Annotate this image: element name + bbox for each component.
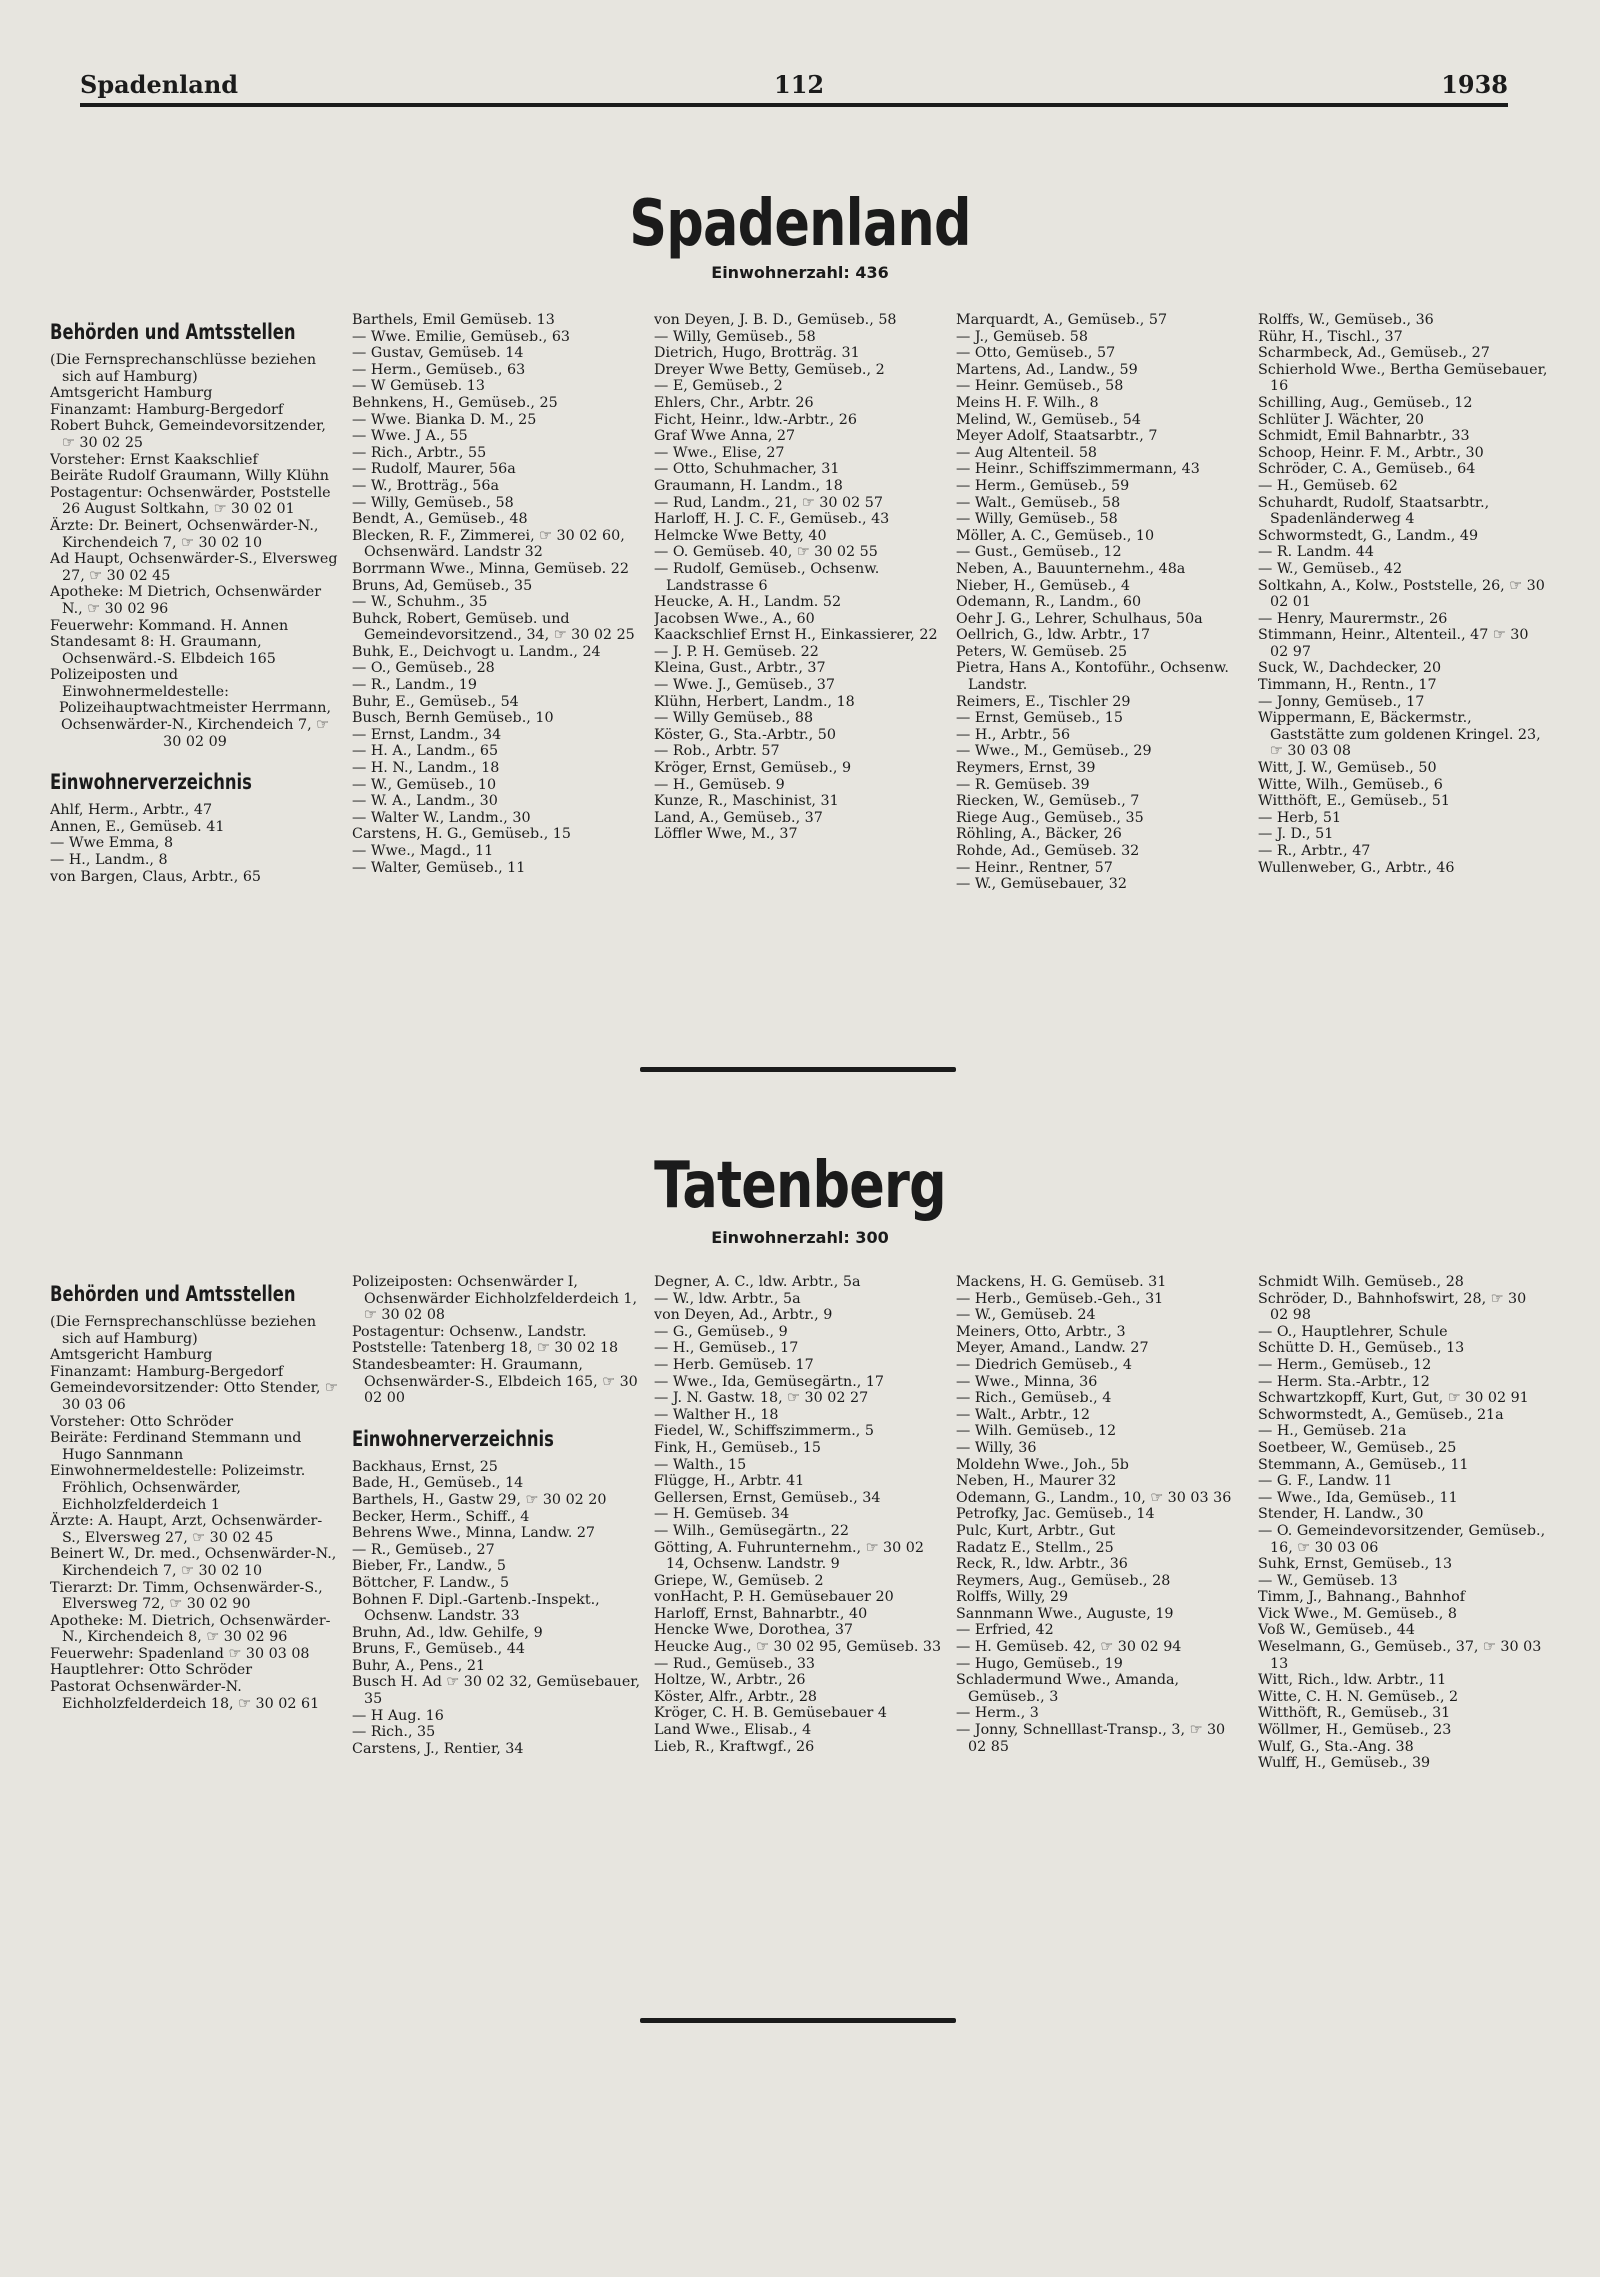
directory-entry: Wullenweber, G., Arbtr., 46 xyxy=(1258,859,1455,876)
directory-entry: Apotheke: M. Dietrich, Ochsenwärder-N., Kirchendeich 8, ☞ 30 02 96 xyxy=(50,1612,331,1646)
directory-entry: — O. Gemüseb. 40, ☞ 30 02 55 xyxy=(654,544,878,561)
directory-entry: Einwohnermeldestelle: Polizeimstr. Fröhlich, Ochsenwärder, Eichholzfelderdeich 1 xyxy=(50,1463,306,1513)
directory-entry: Stemmann, A., Gemüseb., 11 xyxy=(1258,1456,1469,1473)
directory-entry: Stender, H. Landw., 30 xyxy=(1258,1506,1424,1523)
directory-entry: — Rud, Landm., 21, ☞ 30 02 57 xyxy=(654,494,883,511)
directory-entry: Götting, A. Fuhrunternehm., ☞ 30 02 14, Ochsenw. Landstr. 9 xyxy=(654,1539,924,1573)
tatenberg-columns xyxy=(50,1274,1550,1974)
directory-entry: — H. A., Landm., 65 xyxy=(352,743,499,760)
directory-entry: — Walther H., 18 xyxy=(654,1406,779,1423)
directory-entry: Amtsgericht Hamburg xyxy=(50,385,213,402)
directory-entry: Borrmann Wwe., Minna, Gemüseb. 22 xyxy=(352,560,629,577)
directory-entry: Land Wwe., Elisab., 4 xyxy=(654,1722,812,1739)
population-spadenland: Einwohnerzahl: 436 xyxy=(711,263,889,282)
directory-entry: Klühn, Herbert, Landm., 18 xyxy=(654,693,855,710)
directory-entry: Standesamt 8: H. Graumann, Ochsenwärd.-S. Elbdeich 165 xyxy=(50,634,276,667)
directory-entry: — W., Brotträg., 56a xyxy=(352,477,499,494)
directory-entry: Beinert W., Dr. med., Ochsenwärder-N., Kirchendeich 7, ☞ 30 02 10 xyxy=(50,1546,337,1579)
subsection-heading: Behörden und Amtsstellen xyxy=(50,320,296,344)
directory-entry: Schuhardt, Rudolf, Staatsarbtr., Spadenländerweg 4 xyxy=(1258,494,1490,528)
directory-entry: Annen, E., Gemüseb. 41 xyxy=(50,818,225,835)
directory-entry: Schilling, Aug., Gemüseb., 12 xyxy=(1258,394,1473,411)
directory-entry: Holtze, W., Arbtr., 26 xyxy=(654,1672,806,1689)
section-divider xyxy=(640,1067,956,1072)
directory-column xyxy=(1258,312,1548,876)
directory-entry: Buhk, E., Deichvogt u. Landm., 24 xyxy=(352,643,601,660)
directory-entry: Beiräte: Ferdinand Stemmann und Hugo Sannmann xyxy=(50,1430,302,1463)
directory-entry: Schröder, D., Bahnhofswirt, 28, ☞ 30 02 98 xyxy=(1258,1290,1527,1324)
directory-entry: Hauptlehrer: Otto Schröder xyxy=(50,1662,253,1679)
directory-entry: — W., Gemüseb., 42 xyxy=(1258,560,1403,577)
directory-entry: — G., Gemüseb., 9 xyxy=(654,1323,788,1340)
directory-entry: Neben, H., Maurer 32 xyxy=(956,1473,1117,1490)
directory-entry: — W., Gemüseb. 13 xyxy=(1258,1572,1398,1589)
directory-entry: — Wwe. J A., 55 xyxy=(352,428,468,445)
directory-entry: — Heinr., Rentner, 57 xyxy=(956,859,1113,876)
directory-entry: Bohnen F. Dipl.-Gartenb.-Inspekt., Ochsenw. Landstr. 33 xyxy=(352,1591,600,1625)
directory-entry: Scharmbeck, Ad., Gemüseb., 27 xyxy=(1258,345,1490,362)
directory-entry: Soetbeer, W., Gemüseb., 25 xyxy=(1258,1439,1457,1456)
directory-entry: Feuerwehr: Spadenland ☞ 30 03 08 xyxy=(50,1645,310,1662)
directory-entry: — R., Landm., 19 xyxy=(352,677,478,694)
directory-entry: Bruns, Ad, Gemüseb., 35 xyxy=(352,577,533,594)
directory-entry: Soltkahn, A., Kolw., Poststelle, 26, ☞ 30 02 01 xyxy=(1258,577,1545,611)
directory-entry: Kunze, R., Maschinist, 31 xyxy=(654,793,839,810)
directory-entry: Dietrich, Hugo, Brotträg. 31 xyxy=(654,345,860,362)
directory-entry: von Deyen, J. B. D., Gemüseb., 58 xyxy=(654,312,897,328)
directory-column xyxy=(956,1274,1246,1755)
directory-entry: — Willy, Gemüseb., 58 xyxy=(654,328,816,345)
directory-entry: — W., Gemüsebauer, 32 xyxy=(956,876,1128,893)
section-title-spadenland: Spadenland xyxy=(629,187,971,261)
directory-entry: Jacobsen Wwe., A., 60 xyxy=(654,610,815,627)
directory-entry: Wippermann, E, Bäckermstr., Gaststätte zum goldenen Kringel. 23, ☞ 30 03 08 xyxy=(1258,710,1541,760)
directory-entry: Suhk, Ernst, Gemüseb., 13 xyxy=(1258,1556,1453,1573)
directory-entry: — Wwe. J., Gemüseb., 37 xyxy=(654,677,836,694)
directory-entry: — Hugo, Gemüseb., 19 xyxy=(956,1655,1123,1672)
directory-entry: Melind, W., Gemüseb., 54 xyxy=(956,411,1141,428)
directory-entry: — Aug Altenteil. 58 xyxy=(956,444,1098,461)
directory-entry: Fink, H., Gemüseb., 15 xyxy=(654,1439,821,1456)
directory-entry: — Herm. Sta.-Arbtr., 12 xyxy=(1258,1373,1430,1390)
directory-entry: — E, Gemüseb., 2 xyxy=(654,378,783,395)
directory-entry: Becker, Herm., Schiff., 4 xyxy=(352,1508,530,1525)
directory-entry: Bruns, F., Gemüseb., 44 xyxy=(352,1641,525,1658)
directory-entry: (Die Fernsprechanschlüsse beziehen sich auf Hamburg) xyxy=(50,1314,317,1347)
directory-entry: — Heinr. Gemüseb., 58 xyxy=(956,378,1124,395)
directory-entry: Reimers, E., Tischler 29 xyxy=(956,693,1131,710)
directory-entry: Nieber, H., Gemüseb., 4 xyxy=(956,577,1130,594)
directory-entry: — H., Gemüseb. 9 xyxy=(654,776,785,793)
directory-entry: Pietra, Hans A., Kontoführ., Ochsenw. Landstr. xyxy=(956,660,1229,694)
page-number: 112 xyxy=(774,70,825,99)
directory-entry: Gemeindevorsitzender: Otto Stender, ☞ 30 03 06 xyxy=(50,1380,338,1413)
directory-entry: Petrofky, Jac. Gemüseb., 14 xyxy=(956,1506,1155,1523)
directory-entry: Moldehn Wwe., Joh., 5b xyxy=(956,1456,1129,1473)
directory-entry: — Wwe. Emilie, Gemüseb., 63 xyxy=(352,328,571,345)
subsection-heading: Einwohnerverzeichnis xyxy=(352,1426,554,1451)
directory-entry: Postagentur: Ochsenwärder, Poststelle 26 August Soltkahn, ☞ 30 02 01 xyxy=(50,484,331,518)
directory-entry: Finanzamt: Hamburg-Bergedorf xyxy=(50,1363,284,1380)
subsection-heading: Behörden und Amtsstellen xyxy=(50,1282,296,1306)
directory-column xyxy=(654,1274,944,1755)
directory-entry: Bruhn, Ad., ldw. Gehilfe, 9 xyxy=(352,1624,543,1641)
directory-entry: — Ernst, Landm., 34 xyxy=(352,726,502,743)
directory-entry: — Walth., 15 xyxy=(654,1456,747,1473)
directory-entry: Schlüter J. Wächter, 20 xyxy=(1258,411,1425,428)
directory-entry: Timmann, H., Rentn., 17 xyxy=(1258,677,1437,694)
directory-entry: Schierhold Wwe., Bertha Gemüsebauer, 16 xyxy=(1258,361,1548,395)
directory-entry: — Rob., Arbtr. 57 xyxy=(654,743,780,760)
directory-entry: Hencke Wwe, Dorothea, 37 xyxy=(654,1622,854,1639)
directory-entry: (Die Fernsprechanschlüsse beziehen sich auf Hamburg) xyxy=(50,352,317,385)
directory-entry: — Wwe., Ida, Gemüseb., 11 xyxy=(1258,1489,1458,1506)
population-tatenberg: Einwohnerzahl: 300 xyxy=(711,1228,889,1247)
directory-entry: Harloff, Ernst, Bahnarbtr., 40 xyxy=(654,1605,868,1622)
directory-entry: — Walt., Arbtr., 12 xyxy=(956,1406,1090,1423)
directory-entry: — Walter W., Landm., 30 xyxy=(352,809,531,826)
directory-entry: — R. Gemüseb. 39 xyxy=(956,776,1090,793)
directory-entry: Stimmann, Heinr., Altenteil., 47 ☞ 30 02 97 xyxy=(1258,627,1529,660)
directory-entry: — Willy, Gemüseb., 58 xyxy=(956,511,1118,528)
directory-entry: Sannmann Wwe., Auguste, 19 xyxy=(956,1605,1174,1622)
directory-entry: — Herm., Gemüseb., 12 xyxy=(1258,1356,1432,1373)
directory-entry: Reck, R., ldw. Arbtr., 36 xyxy=(956,1556,1128,1573)
directory-entry: — Rich., 35 xyxy=(352,1724,436,1741)
directory-entry: — Herb. Gemüseb. 17 xyxy=(654,1356,814,1373)
directory-entry: Riege Aug., Gemüseb., 35 xyxy=(956,809,1144,826)
directory-entry: Graumann, H. Landm., 18 xyxy=(654,477,843,494)
directory-entry: Pulc, Kurt, Arbtr., Gut xyxy=(956,1522,1116,1539)
section-title-tatenberg: Tatenberg xyxy=(654,1149,946,1223)
directory-entry: — Rich., Arbtr., 55 xyxy=(352,444,487,461)
directory-entry: — Wwe., Magd., 11 xyxy=(352,843,494,859)
directory-column xyxy=(352,1274,642,1757)
directory-entry: Reymers, Aug., Gemüseb., 28 xyxy=(956,1572,1171,1589)
directory-entry: Graf Wwe Anna, 27 xyxy=(654,428,796,445)
directory-entry: Poststelle: Tatenberg 18, ☞ 30 02 18 xyxy=(352,1340,619,1357)
directory-entry: Suck, W., Dachdecker, 20 xyxy=(1258,660,1442,677)
directory-entry: Witt, Rich., ldw. Arbtr., 11 xyxy=(1258,1672,1447,1689)
directory-entry: Rohde, Ad., Gemüseb. 32 xyxy=(956,843,1140,859)
directory-entry: Pastorat Ochsenwärder-N. Eichholzfelderdeich 18, ☞ 30 02 61 xyxy=(50,1679,320,1712)
directory-entry: Barthels, H., Gastw 29, ☞ 30 02 20 xyxy=(352,1491,607,1508)
directory-entry: Marquardt, A., Gemüseb., 57 xyxy=(956,312,1168,328)
directory-entry: Schütte D. H., Gemüseb., 13 xyxy=(1258,1340,1465,1357)
directory-entry: Bieber, Fr., Landw., 5 xyxy=(352,1558,506,1575)
directory-entry: Buhck, Robert, Gemüseb. und Gemeindevorsitzend., 34, ☞ 30 02 25 xyxy=(352,610,635,644)
directory-entry: Schwartzkopff, Kurt, Gut, ☞ 30 02 91 xyxy=(1258,1390,1529,1407)
directory-entry: Witthöft, R., Gemüseb., 31 xyxy=(1258,1705,1451,1722)
directory-entry: — O. Gemeindevorsitzender, Gemüseb., 16, ☞ 30 03 06 xyxy=(1258,1522,1546,1556)
directory-entry: — O., Gemüseb., 28 xyxy=(352,660,495,677)
directory-entry: Ad Haupt, Ochsenwärder-S., Elversweg 27, ☞ 30 02 45 xyxy=(50,551,338,584)
directory-entry: — H., Gemüseb. 21a xyxy=(1258,1423,1407,1440)
directory-entry: Bade, H., Gemüseb., 14 xyxy=(352,1475,524,1492)
directory-entry: Vorsteher: Otto Schröder xyxy=(50,1413,234,1430)
directory-entry: Apotheke: M Dietrich, Ochsenwärder N., ☞ 30 02 96 xyxy=(50,584,322,617)
directory-entry: Ärzte: Dr. Beinert, Ochsenwärder-N., Kirchendeich 7, ☞ 30 02 10 xyxy=(50,517,319,551)
directory-entry: Schoop, Heinr. F. M., Arbtr., 30 xyxy=(1258,444,1484,461)
directory-entry: Postagentur: Ochsenw., Landstr. xyxy=(352,1323,587,1340)
directory-entry: Behrens Wwe., Minna, Landw. 27 xyxy=(352,1525,596,1542)
directory-entry: Oellrich, G., ldw. Arbtr., 17 xyxy=(956,627,1151,644)
directory-entry: — Gustav, Gemüseb. 14 xyxy=(352,345,524,362)
directory-entry: — H Aug. 16 xyxy=(352,1707,444,1724)
directory-entry: — H., Gemüseb., 17 xyxy=(654,1340,799,1357)
directory-column xyxy=(654,312,944,843)
directory-entry: — H. Gemüseb. 42, ☞ 30 02 94 xyxy=(956,1639,1182,1656)
directory-entry: Witte, C. H. N. Gemüseb., 2 xyxy=(1258,1688,1459,1705)
directory-entry: Buhr, E., Gemüseb., 54 xyxy=(352,693,519,710)
directory-entry: Helmcke Wwe Betty, 40 xyxy=(654,527,827,544)
directory-entry: — J. D., 51 xyxy=(1258,826,1334,843)
directory-entry: Schmidt Wilh. Gemüseb., 28 xyxy=(1258,1274,1464,1290)
directory-entry: von Bargen, Claus, Arbtr., 65 xyxy=(50,868,262,885)
directory-entry: Heucke, A. H., Landm. 52 xyxy=(654,594,842,611)
directory-entry: — Heinr., Schiffszimmermann, 43 xyxy=(956,461,1200,478)
directory-entry: — J. N. Gastw. 18, ☞ 30 02 27 xyxy=(654,1390,869,1407)
directory-entry: — Wwe., Elise, 27 xyxy=(654,444,785,461)
directory-entry: — W., Gemüseb., 10 xyxy=(352,776,497,793)
directory-entry: Beiräte Rudolf Graumann, Willy Klühn xyxy=(50,468,330,485)
directory-entry: Meiners, Otto, Arbtr., 3 xyxy=(956,1323,1126,1340)
directory-entry: Schladermund Wwe., Amanda, Gemüseb., 3 xyxy=(956,1672,1180,1705)
directory-entry: Gellersen, Ernst, Gemüseb., 34 xyxy=(654,1489,881,1506)
directory-entry: Dreyer Wwe Betty, Gemüseb., 2 xyxy=(654,361,885,378)
directory-entry: — R., Gemüseb., 27 xyxy=(352,1541,495,1558)
directory-entry: Schröder, C. A., Gemüseb., 64 xyxy=(1258,461,1476,478)
directory-entry: — Herm., Gemüseb., 59 xyxy=(956,477,1130,494)
directory-entry: Kröger, Ernst, Gemüseb., 9 xyxy=(654,760,852,777)
directory-entry: Röhling, A., Bäcker, 26 xyxy=(956,826,1122,843)
directory-entry: Kleina, Gust., Arbtr., 37 xyxy=(654,660,826,677)
directory-entry: — Herm., Gemüseb., 63 xyxy=(352,361,526,378)
directory-entry: Barthels, Emil Gemüseb. 13 xyxy=(352,312,555,328)
directory-entry: Schwormstedt, G., Landm., 49 xyxy=(1258,527,1479,544)
directory-entry: Odemann, G., Landm., 10, ☞ 30 03 36 xyxy=(956,1489,1232,1506)
directory-entry: Voß W., Gemüseb., 44 xyxy=(1258,1622,1415,1639)
directory-entry: — Willy, Gemüseb., 58 xyxy=(352,494,514,511)
directory-entry: — Henry, Maurermstr., 26 xyxy=(1258,610,1448,627)
directory-entry: — H. N., Landm., 18 xyxy=(352,760,500,777)
directory-entry: — Rich., Gemüseb., 4 xyxy=(956,1390,1112,1407)
directory-entry: Behnkens, H., Gemüseb., 25 xyxy=(352,394,558,411)
directory-entry: — W Gemüseb. 13 xyxy=(352,378,485,395)
directory-entry: Rolffs, Willy, 29 xyxy=(956,1589,1069,1606)
end-divider xyxy=(640,2018,956,2023)
header-place: Spadenland xyxy=(80,70,239,99)
directory-entry: — H. Gemüseb. 34 xyxy=(654,1506,790,1523)
directory-entry: — R. Landm. 44 xyxy=(1258,544,1374,561)
directory-entry: vonHacht, P. H. Gemüsebauer 20 xyxy=(654,1589,894,1606)
directory-entry: Busch, Bernh Gemüseb., 10 xyxy=(352,710,554,727)
directory-entry: — Rudolf, Gemüseb., Ochsenw. Landstrasse 6 xyxy=(654,560,880,594)
directory-entry: Finanzamt: Hamburg-Bergedorf xyxy=(50,401,284,418)
directory-column xyxy=(352,312,642,876)
directory-entry: Harloff, H. J. C. F., Gemüseb., 43 xyxy=(654,511,890,528)
directory-entry: — Wwe. Bianka D. M., 25 xyxy=(352,411,537,428)
directory-entry: Weselmann, G., Gemüseb., 37, ☞ 30 03 13 xyxy=(1258,1639,1542,1672)
directory-entry: — Walter, Gemüseb., 11 xyxy=(352,859,526,876)
directory-entry: Bendt, A., Gemüseb., 48 xyxy=(352,511,528,528)
directory-entry: — Otto, Gemüseb., 57 xyxy=(956,345,1116,362)
directory-entry: Carstens, H. G., Gemüseb., 15 xyxy=(352,826,571,843)
directory-entry: Feuerwehr: Kommand. H. Annen xyxy=(50,617,289,634)
directory-column xyxy=(50,1274,340,1712)
directory-entry: Ficht, Heinr., ldw.-Arbtr., 26 xyxy=(654,411,857,428)
directory-entry: — Wwe Emma, 8 xyxy=(50,835,174,852)
directory-entry: — Herb., Gemüseb.-Geh., 31 xyxy=(956,1290,1164,1307)
directory-entry: Ärzte: A. Haupt, Arzt, Ochsenwärder-S., Elversweg 27, ☞ 30 02 45 xyxy=(50,1513,323,1546)
directory-entry: Meins H. F. Wilh., 8 xyxy=(956,394,1099,411)
directory-entry: Wöllmer, H., Gemüseb., 23 xyxy=(1258,1722,1452,1739)
directory-entry: — Wilh., Gemüsegärtn., 22 xyxy=(654,1522,850,1539)
directory-entry: Wulf, G., Sta.-Ang. 38 xyxy=(1258,1738,1414,1755)
directory-entry: Lieb, R., Kraftwgf., 26 xyxy=(654,1738,815,1755)
directory-entry: — Willy, 36 xyxy=(956,1439,1037,1456)
directory-entry: Reymers, Ernst, 39 xyxy=(956,760,1096,777)
directory-entry: Flügge, H., Arbtr. 41 xyxy=(654,1473,805,1490)
directory-entry: Neben, A., Bauunternehm., 48a xyxy=(956,560,1186,577)
directory-entry: Polizeiposten: Ochsenwärder I, Ochsenwärder Eichholzfelderdeich 1, ☞ 30 02 08 xyxy=(352,1274,638,1324)
directory-entry: Robert Buhck, Gemeindevorsitzender, ☞ 30 02 25 xyxy=(50,418,326,451)
directory-entry: Amtsgericht Hamburg xyxy=(50,1347,213,1364)
directory-entry: — Herm., 3 xyxy=(956,1705,1039,1722)
directory-entry: Böttcher, F. Landw., 5 xyxy=(352,1574,510,1591)
directory-entry: — Erfried, 42 xyxy=(956,1622,1054,1639)
directory-entry: Land, A., Gemüseb., 37 xyxy=(654,809,823,826)
directory-entry: Rühr, H., Tischl., 37 xyxy=(1258,328,1403,345)
directory-entry: Griepe, W., Gemüseb. 2 xyxy=(654,1572,824,1589)
directory-entry: Timm, J., Bahnang., Bahnhof xyxy=(1258,1589,1466,1606)
directory-entry: — Wwe., Minna, 36 xyxy=(956,1373,1098,1390)
directory-entry: — J. P. H. Gemüseb. 22 xyxy=(654,643,819,660)
directory-entry: von Deyen, Ad., Arbtr., 9 xyxy=(654,1307,833,1324)
directory-entry: Blecken, R. F., Zimmerei, ☞ 30 02 60, Ochsenwärd. Landstr 32 xyxy=(352,527,625,561)
directory-entry: Rolffs, W., Gemüseb., 36 xyxy=(1258,312,1434,328)
directory-entry: — Wwe., M., Gemüseb., 29 xyxy=(956,743,1152,760)
directory-entry: Köster, G., Sta.-Arbtr., 50 xyxy=(654,726,836,743)
directory-entry: Oehr J. G., Lehrer, Schulhaus, 50a xyxy=(956,610,1203,627)
directory-entry: — Jonny, Schnelllast-Transp., 3, ☞ 30 02 85 xyxy=(956,1722,1226,1755)
directory-entry: — Diedrich Gemüseb., 4 xyxy=(956,1356,1132,1373)
directory-entry: Fiedel, W., Schiffszimmerm., 5 xyxy=(654,1423,874,1440)
directory-entry: Kröger, C. H. B. Gemüsebauer 4 xyxy=(654,1705,888,1722)
directory-entry: Backhaus, Ernst, 25 xyxy=(352,1458,498,1475)
directory-entry: — W. A., Landm., 30 xyxy=(352,793,498,810)
directory-entry: — R., Arbtr., 47 xyxy=(1258,843,1371,859)
spadenland-columns xyxy=(50,312,1550,1012)
directory-entry: — Wilh. Gemüseb., 12 xyxy=(956,1423,1117,1440)
directory-entry: Martens, Ad., Landw., 59 xyxy=(956,361,1138,378)
directory-entry: Radatz E., Stellm., 25 xyxy=(956,1539,1114,1556)
directory-column xyxy=(956,312,1246,893)
directory-entry: Witte, Wilh., Gemüseb., 6 xyxy=(1258,776,1443,793)
directory-entry: Witthöft, E., Gemüseb., 51 xyxy=(1258,793,1450,810)
directory-entry: — Walt., Gemüseb., 58 xyxy=(956,494,1121,511)
directory-entry: Mackens, H. G. Gemüseb. 31 xyxy=(956,1274,1167,1290)
directory-entry: — Ernst, Gemüseb., 15 xyxy=(956,710,1123,727)
directory-entry: Polizeiposten und Einwohnermeldestelle: xyxy=(50,667,229,700)
directory-entry: Odemann, R., Landm., 60 xyxy=(956,594,1142,611)
directory-entry: Busch H. Ad ☞ 30 02 32, Gemüsebauer, 35 xyxy=(352,1674,641,1708)
directory-entry: Schwormstedt, A., Gemüseb., 21a xyxy=(1258,1406,1504,1423)
header-year: 1938 xyxy=(1441,70,1508,99)
directory-entry: Polizeihauptwachtmeister Herrmann, Ochsenwärder-N., Kirchendeich 7, ☞ 30 02 09 xyxy=(58,700,332,750)
directory-entry: Carstens, J., Rentier, 34 xyxy=(352,1740,524,1757)
directory-entry: Peters, W. Gemüseb. 25 xyxy=(956,643,1128,660)
directory-entry: Meyer Adolf, Staatsarbtr., 7 xyxy=(956,428,1158,445)
directory-entry: Wulff, H., Gemüseb., 39 xyxy=(1258,1755,1431,1772)
directory-column xyxy=(50,312,340,885)
directory-entry: — Rud., Gemüseb., 33 xyxy=(654,1655,816,1672)
directory-entry: Löffler Wwe, M., 37 xyxy=(654,826,798,843)
directory-entry: Standesbeamter: H. Graumann, Ochsenwärder-S., Elbdeich 165, ☞ 30 02 00 xyxy=(352,1356,638,1407)
directory-entry: — Gust., Gemüseb., 12 xyxy=(956,544,1122,561)
directory-entry: — Jonny, Gemüseb., 17 xyxy=(1258,693,1425,710)
directory-entry: Vorsteher: Ernst Kaakschlief xyxy=(50,451,258,468)
directory-entry: — G. F., Landw. 11 xyxy=(1258,1473,1393,1490)
directory-entry: — W., ldw. Arbtr., 5a xyxy=(654,1290,801,1307)
directory-entry: Schmidt, Emil Bahnarbtr., 33 xyxy=(1258,428,1470,445)
directory-entry: Buhr, A., Pens., 21 xyxy=(352,1657,486,1674)
directory-entry: — W., Gemüseb. 24 xyxy=(956,1307,1096,1324)
directory-entry: — Herb, 51 xyxy=(1258,809,1342,826)
directory-entry: Meyer, Amand., Landw. 27 xyxy=(956,1340,1149,1357)
directory-entry: — Otto, Schuhmacher, 31 xyxy=(654,461,840,478)
directory-entry: — W., Schuhm., 35 xyxy=(352,594,488,611)
directory-entry: Ahlf, Herm., Arbtr., 47 xyxy=(50,802,213,819)
directory-entry: — H., Landm., 8 xyxy=(50,852,168,869)
directory-column xyxy=(1258,1274,1548,1772)
directory-entry: Heucke Aug., ☞ 30 02 95, Gemüseb. 33 xyxy=(654,1639,942,1656)
directory-entry: — O., Hauptlehrer, Schule xyxy=(1258,1323,1448,1340)
directory-entry: Riecken, W., Gemüseb., 7 xyxy=(956,793,1140,810)
directory-entry: — Willy Gemüseb., 88 xyxy=(654,710,814,727)
directory-entry: Kaackschlief Ernst H., Einkassierer, 22 xyxy=(654,627,938,644)
directory-entry: — H., Arbtr., 56 xyxy=(956,726,1071,743)
directory-entry: Degner, A. C., ldw. Arbtr., 5a xyxy=(654,1274,861,1290)
directory-entry: — Rudolf, Maurer, 56a xyxy=(352,461,516,478)
header-rule xyxy=(80,103,1508,107)
directory-entry: Tierarzt: Dr. Timm, Ochsenwärder-S., Elversweg 72, ☞ 30 02 90 xyxy=(50,1579,323,1613)
directory-entry: Köster, Alfr., Arbtr., 28 xyxy=(654,1688,818,1705)
directory-entry: — J., Gemüseb. 58 xyxy=(956,328,1088,345)
directory-entry: Ehlers, Chr., Arbtr. 26 xyxy=(654,394,814,411)
subsection-heading: Einwohnerverzeichnis xyxy=(50,770,252,795)
directory-entry: Möller, A. C., Gemüseb., 10 xyxy=(956,527,1155,544)
directory-entry: Vick Wwe., M. Gemüseb., 8 xyxy=(1258,1605,1457,1622)
directory-entry: Witt, J. W., Gemüseb., 50 xyxy=(1258,760,1437,777)
directory-entry: — Wwe., Ida, Gemüsegärtn., 17 xyxy=(654,1373,885,1390)
directory-entry: — H., Gemüseb. 62 xyxy=(1258,477,1398,494)
